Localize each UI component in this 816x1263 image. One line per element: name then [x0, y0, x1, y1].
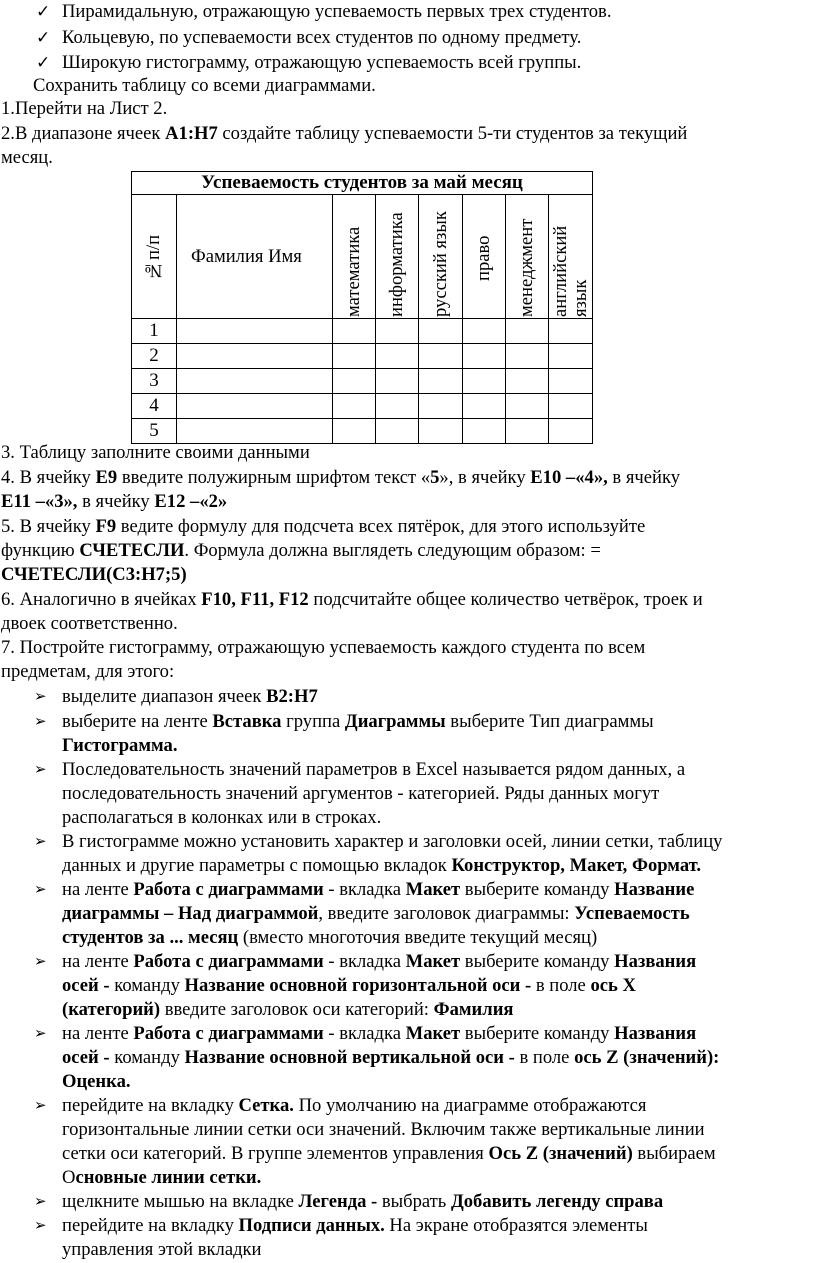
grade-cell[interactable]	[419, 419, 463, 444]
row-number: 3	[132, 369, 177, 394]
table-title: Успеваемость студентов за май месяц	[132, 172, 593, 195]
grade-cell[interactable]	[549, 344, 593, 369]
column-header-subject: английский язык	[549, 195, 593, 319]
row-number: 1	[132, 319, 177, 344]
row-number: 4	[132, 394, 177, 419]
row-number: 5	[132, 419, 177, 444]
grade-cell[interactable]	[506, 344, 549, 369]
table-row	[132, 394, 593, 419]
table-header-row	[132, 195, 593, 319]
step-5-formula: СЧЕТЕСЛИ(C3:H7;5)	[1, 564, 187, 585]
checkmark-icon: ✓	[36, 2, 51, 21]
step-4: 4. В ячейку E9 введите полужирным шрифтом текст «5», в ячейку E10 –«4», в ячейку	[1, 467, 681, 488]
grade-cell[interactable]	[506, 394, 549, 419]
grade-cell[interactable]	[549, 419, 593, 444]
grade-cell[interactable]	[419, 369, 463, 394]
grade-cell[interactable]	[376, 319, 419, 344]
step-6-cont: двоек соответственно.	[1, 613, 178, 634]
grade-cell[interactable]	[419, 319, 463, 344]
grade-cell[interactable]	[333, 369, 376, 394]
column-header-subject: математика	[333, 195, 376, 319]
checklist-text: Кольцевую, по успеваемости всех студентов по одному предмету.	[62, 27, 582, 48]
column-header-number: №п/п	[132, 195, 177, 319]
step-2: 2.В диапазоне ячеек A1:H7 создайте таблицу успеваемости 5-ти студентов за текущий	[1, 123, 688, 144]
arrow-bullet-icon: ➢	[34, 834, 47, 850]
save-instruction: Сохранить таблицу со всеми диаграммами.	[33, 75, 376, 96]
grade-cell[interactable]	[333, 394, 376, 419]
step-5-cont: функцию СЧЕТЕСЛИ. Формула должна выглядеть следующим образом: =	[1, 540, 601, 561]
grade-cell[interactable]	[333, 419, 376, 444]
name-cell[interactable]	[177, 419, 333, 444]
step-7: 7. Постройте гистограмму, отражающую успеваемость каждого студента по всем	[1, 637, 646, 658]
grade-cell[interactable]	[549, 394, 593, 419]
checklist-text: Широкую гистограмму, отражающую успеваемость всей группы.	[62, 52, 582, 73]
grade-cell[interactable]	[463, 319, 506, 344]
grade-cell[interactable]	[376, 394, 419, 419]
grade-cell[interactable]	[376, 369, 419, 394]
step-1: 1.Перейти на Лист 2.	[1, 98, 168, 119]
checkmark-icon: ✓	[36, 53, 51, 72]
table-row	[132, 419, 593, 444]
arrow-bullet-icon: ➢	[34, 954, 47, 970]
column-header-name: Фамилия Имя	[177, 195, 333, 319]
grade-cell[interactable]	[463, 394, 506, 419]
column-header-subject: менеджмент	[506, 195, 549, 319]
grade-cell[interactable]	[506, 319, 549, 344]
name-cell[interactable]	[177, 344, 333, 369]
step-2-cont: месяц.	[1, 147, 53, 168]
step-3: 3. Таблицу заполните своими данными	[1, 442, 310, 463]
step-7-cont: предметам, для этого:	[1, 661, 175, 682]
step-4-cont: E11 –«3», в ячейку E12 –«2»	[1, 491, 228, 512]
grade-cell[interactable]	[506, 419, 549, 444]
arrow-bullet-icon: ➢	[34, 1194, 47, 1210]
checkmark-icon: ✓	[36, 28, 51, 47]
checklist-text: Пирамидальную, отражающую успеваемость первых трех студентов.	[62, 1, 612, 22]
arrow-bullet-icon: ➢	[34, 762, 47, 778]
grade-cell[interactable]	[376, 419, 419, 444]
grade-cell[interactable]	[549, 369, 593, 394]
arrow-bullet-icon: ➢	[34, 689, 47, 705]
grade-cell[interactable]	[549, 319, 593, 344]
column-header-subject: русский язык	[419, 195, 463, 319]
name-cell[interactable]	[177, 394, 333, 419]
arrow-bullet-icon: ➢	[34, 1098, 47, 1114]
grade-cell[interactable]	[376, 344, 419, 369]
grade-cell[interactable]	[419, 344, 463, 369]
name-cell[interactable]	[177, 319, 333, 344]
table-row	[132, 319, 593, 344]
grade-cell[interactable]	[419, 394, 463, 419]
grade-cell[interactable]	[333, 319, 376, 344]
column-header-subject: информатика	[376, 195, 419, 319]
grade-cell[interactable]	[333, 344, 376, 369]
arrow-bullet-icon: ➢	[34, 714, 47, 730]
column-header-subject: право	[463, 195, 506, 319]
grade-cell[interactable]	[506, 369, 549, 394]
grade-cell[interactable]	[463, 344, 506, 369]
name-cell[interactable]	[177, 369, 333, 394]
step-5: 5. В ячейку F9 ведите формулу для подсчета всех пятёрок, для этого используйте	[1, 516, 646, 537]
grade-cell[interactable]	[463, 419, 506, 444]
arrow-bullet-icon: ➢	[34, 882, 47, 898]
table-row	[132, 369, 593, 394]
row-number: 2	[132, 344, 177, 369]
grades-table	[131, 171, 593, 444]
table-row	[132, 344, 593, 369]
step-6: 6. Аналогично в ячейках F10, F11, F12 подсчитайте общее количество четвёрок, троек и	[1, 589, 703, 610]
grade-cell[interactable]	[463, 369, 506, 394]
arrow-bullet-icon: ➢	[34, 1218, 47, 1234]
arrow-bullet-icon: ➢	[34, 1026, 47, 1042]
